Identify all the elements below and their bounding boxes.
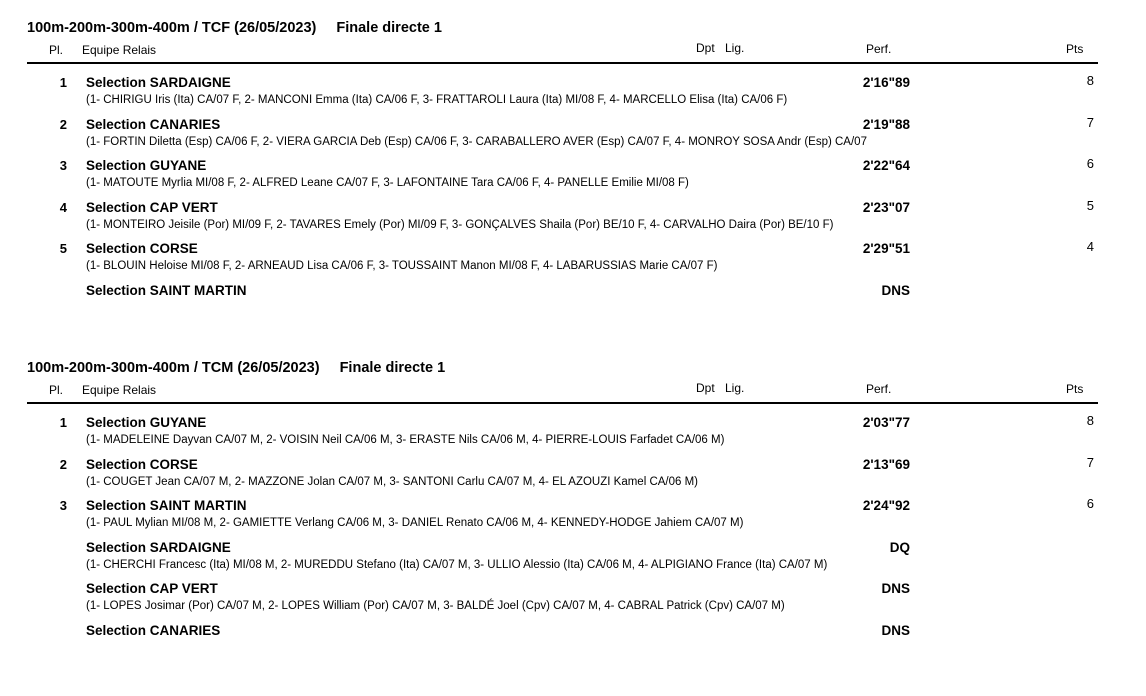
- result-row: [0, 412, 1146, 452]
- relay-members: (1- COUGET Jean CA/07 M, 2- MAZZONE Jolan CA/07 M, 3- SANTONI Carlu CA/07 M, 4- EL AZOUZI Kamel CA/06 M): [86, 476, 699, 488]
- header-divider: [27, 402, 1098, 404]
- result-row: [0, 578, 1146, 618]
- round-label: Finale directe 1: [339, 360, 446, 376]
- result-row: [0, 495, 1146, 535]
- header-divider: [27, 62, 1098, 64]
- event-title: 100m-200m-300m-400m / TCF (26/05/2023): [27, 20, 317, 36]
- header-pts: Pts: [1066, 42, 1084, 56]
- performance: DQ: [889, 540, 910, 555]
- header-place: Pl.: [49, 383, 64, 397]
- round-label: Finale directe 1: [336, 20, 442, 36]
- place: 1: [59, 415, 67, 430]
- result-row: [0, 114, 1146, 154]
- relay-members: (1- BLOUIN Heloise MI/08 F, 2- ARNEAUD Lisa CA/06 F, 3- TOUSSAINT Manon MI/08 F, 4- LABARUSSIAS Marie CA/07 F): [86, 260, 718, 272]
- team-name: Selection SAINT MARTIN: [86, 283, 247, 298]
- team-name: Selection CANARIES: [86, 117, 221, 132]
- points: 8: [1086, 413, 1094, 428]
- points: 8: [1086, 73, 1094, 88]
- team-name: Selection CANARIES: [86, 623, 221, 638]
- header-perf: Perf.: [866, 42, 892, 56]
- team-name: Selection GUYANE: [86, 415, 207, 430]
- result-row: [0, 280, 1146, 320]
- header-pts: Pts: [1066, 382, 1084, 396]
- place: 2: [59, 457, 67, 472]
- place: 5: [59, 241, 67, 256]
- result-row: [0, 155, 1146, 195]
- team-name: Selection CAP VERT: [86, 581, 218, 596]
- team-name: Selection CORSE: [86, 241, 198, 256]
- place: 2: [59, 117, 67, 132]
- performance: DNS: [881, 581, 910, 596]
- points: 5: [1086, 198, 1094, 213]
- relay-members: (1- MATOUTE Myrlia MI/08 F, 2- ALFRED Leane CA/07 F, 3- LAFONTAINE Tara CA/06 F, 4- PANELLE Emilie MI/08 F): [86, 177, 689, 189]
- results-section-tcf: [0, 10, 1146, 310]
- header-dpt: Dpt: [696, 41, 715, 55]
- result-row: [0, 620, 1146, 660]
- performance: 2'16"89: [862, 75, 910, 90]
- points: 4: [1086, 239, 1094, 254]
- team-name: Selection GUYANE: [86, 158, 207, 173]
- performance: 2'13"69: [862, 457, 910, 472]
- team-name: Selection CAP VERT: [86, 200, 218, 215]
- relay-members: (1- CHERCHI Francesc (Ita) MI/08 M, 2- MUREDDU Stefano (Ita) CA/07 M, 3- ULLIO Alessio (Ita) CA/06 M, 4- ALPIGIANO France (Ita) CA/07 M): [86, 559, 828, 571]
- relay-members: (1- MADELEINE Dayvan CA/07 M, 2- VOISIN Neil CA/06 M, 3- ERASTE Nils CA/06 M, 4- PIERRE-LOUIS Farfadet CA/06 M): [86, 434, 725, 446]
- header-dpt: Dpt: [696, 381, 715, 395]
- result-row: [0, 454, 1146, 494]
- header-lig: Lig.: [725, 41, 745, 55]
- event-title: 100m-200m-300m-400m / TCM (26/05/2023): [27, 360, 320, 376]
- relay-members: (1- CHIRIGU Iris (Ita) CA/07 F, 2- MANCONI Emma (Ita) CA/06 F, 3- FRATTAROLI Laura (Ita) MI/08 F, 4- MARCELLO Elisa (Ita) CA/06 F): [86, 94, 788, 106]
- team-name: Selection SARDAIGNE: [86, 540, 231, 555]
- result-row: [0, 238, 1146, 278]
- team-name: Selection SAINT MARTIN: [86, 498, 247, 513]
- performance: DNS: [881, 623, 910, 638]
- performance: 2'03"77: [862, 415, 910, 430]
- header-place: Pl.: [49, 43, 64, 57]
- header-perf: Perf.: [866, 382, 892, 396]
- performance: 2'24"92: [862, 498, 910, 513]
- points: 6: [1086, 156, 1094, 171]
- header-team: Equipe Relais: [82, 43, 157, 57]
- place: 3: [59, 158, 67, 173]
- points: 7: [1086, 115, 1094, 130]
- section-title: [27, 360, 445, 376]
- performance: 2'19"88: [862, 117, 910, 132]
- place: 3: [59, 498, 67, 513]
- place: 4: [59, 200, 67, 215]
- result-row: [0, 197, 1146, 237]
- result-row: [0, 72, 1146, 112]
- results-section-tcm: [0, 350, 1146, 650]
- points: 7: [1086, 455, 1094, 470]
- relay-members: (1- MONTEIRO Jeisile (Por) MI/09 F, 2- TAVARES Emely (Por) MI/09 F, 3- GONÇALVES Shaila (Por) BE/10 F, 4- CARVALHO Daira (Por) BE/10 F): [86, 219, 834, 231]
- relay-members: (1- FORTIN Diletta (Esp) CA/06 F, 2- VIERA GARCIA Deb (Esp) CA/06 F, 3- CARABALLERO AVER (Esp) CA/07 F, 4- MONROY SOSA Andr (Esp) CA/07: [86, 136, 867, 148]
- team-name: Selection CORSE: [86, 457, 198, 472]
- relay-members: (1- LOPES Josimar (Por) CA/07 M, 2- LOPES William (Por) CA/07 M, 3- BALDÉ Joel (Cpv) CA/07 M, 4- CABRAL Patrick (Cpv) CA/07 M): [86, 600, 785, 612]
- result-row: [0, 537, 1146, 577]
- relay-members: (1- PAUL Mylian MI/08 M, 2- GAMIETTE Verlang CA/06 M, 3- DANIEL Renato CA/06 M, 4- KENNEDY-HODGE Jahiem CA/07 M): [86, 517, 744, 529]
- points: 6: [1086, 496, 1094, 511]
- team-name: Selection SARDAIGNE: [86, 75, 231, 90]
- performance: DNS: [881, 283, 910, 298]
- performance: 2'23"07: [862, 200, 910, 215]
- header-lig: Lig.: [725, 381, 745, 395]
- performance: 2'22"64: [862, 158, 910, 173]
- performance: 2'29"51: [862, 241, 910, 256]
- place: 1: [59, 75, 67, 90]
- header-team: Equipe Relais: [82, 383, 157, 397]
- section-title: [27, 20, 442, 36]
